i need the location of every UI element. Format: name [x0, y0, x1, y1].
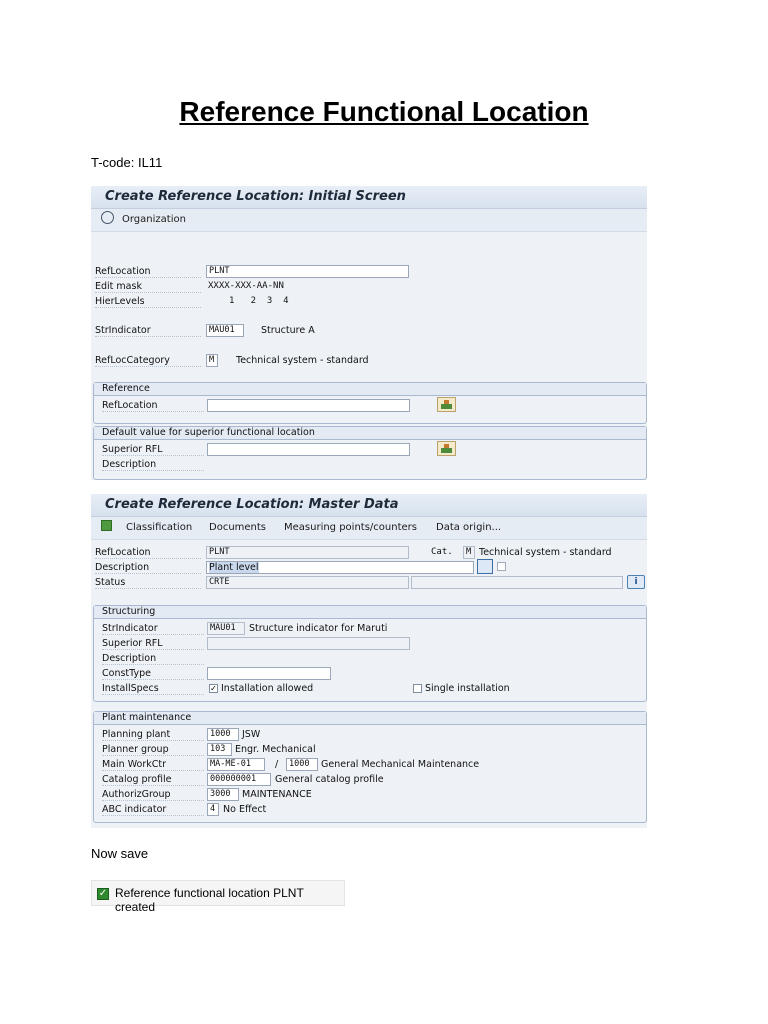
application-toolbar [91, 517, 647, 540]
screen-title: Create Reference Location: Master Data [91, 494, 647, 517]
abc-indicator-input[interactable]: 4 [207, 803, 219, 816]
cat-label: Cat. [431, 547, 453, 557]
matchcode-icon[interactable] [437, 441, 456, 456]
consttype-label: ConstType [102, 668, 204, 680]
installation-allowed-label: Installation allowed [221, 683, 314, 694]
default-value-group-header: Default value for superior functional location [94, 427, 646, 440]
reference-refloc-label: RefLocation [102, 400, 204, 412]
strind-description: Structure A [261, 325, 315, 336]
status-field-2 [411, 576, 623, 589]
master-data-panel [91, 494, 647, 828]
reference-group [93, 382, 647, 424]
planning-plant-description: JSW [242, 729, 261, 740]
planner-group-description: Engr. Mechanical [235, 744, 316, 755]
screen-title: Create Reference Location: Initial Screen [91, 186, 647, 209]
strind-label: StrIndicator [95, 325, 201, 337]
refloc-category-label: RefLocCategory [95, 355, 201, 367]
catalog-profile-label: Catalog profile [102, 774, 204, 786]
main-workctr-plant-input[interactable]: 1000 [286, 758, 318, 771]
refloc-input[interactable]: PLNT [206, 265, 409, 278]
refloc-category-input[interactable]: M [206, 354, 218, 367]
strind-label: StrIndicator [102, 623, 204, 635]
superior-rfl-label: Superior RFL [102, 638, 204, 650]
main-workctr-input[interactable]: MA-ME-01 [207, 758, 265, 771]
authgroup-description: MAINTENANCE [242, 789, 312, 800]
strind-input[interactable]: MAU01 [206, 324, 244, 337]
plant-maintenance-group [93, 711, 647, 823]
long-text-icon[interactable] [477, 559, 493, 574]
initial-screen-panel [91, 186, 647, 480]
hierlevels-label: HierLevels [95, 296, 201, 308]
organization-icon [101, 211, 114, 224]
status-message-text: Reference functional location PLNT created [115, 886, 304, 914]
application-toolbar [91, 209, 647, 232]
tcode-text: T-code: IL11 [91, 155, 163, 170]
classification-label: Classification [126, 522, 193, 533]
catalog-profile-input[interactable]: 000000001 [207, 773, 271, 786]
planner-group-input[interactable]: 103 [207, 743, 232, 756]
installspecs-label: InstallSpecs [102, 683, 204, 695]
status-label: Status [95, 577, 201, 589]
abc-indicator-label: ABC indicator [102, 804, 204, 816]
plant-maintenance-group-header: Plant maintenance [94, 712, 646, 725]
reference-group-header: Reference [94, 383, 646, 396]
editmask-value: XXXX-XXX-AA-NN [208, 281, 284, 291]
description-checkbox[interactable] [497, 562, 506, 571]
single-installation-checkbox[interactable] [413, 684, 422, 693]
main-workctr-separator: / [275, 759, 279, 770]
reference-refloc-input[interactable] [207, 399, 410, 412]
planning-plant-label: Planning plant [102, 729, 204, 741]
refloc-label: RefLocation [95, 547, 201, 559]
authgroup-label: AuthorizGroup [102, 789, 204, 801]
consttype-input[interactable] [207, 667, 331, 680]
superior-rfl-field [207, 637, 410, 650]
structuring-group-header: Structuring [94, 606, 646, 619]
hierlevels-value: 1 2 3 4 [229, 296, 289, 306]
description-label: Description [102, 653, 204, 665]
document-title: Reference Functional Location [179, 96, 589, 127]
cat-field: M [463, 546, 475, 559]
authgroup-input[interactable]: 3000 [207, 788, 239, 801]
superior-rfl-input[interactable] [207, 443, 410, 456]
measuring-points-button[interactable]: Measuring points/counters [284, 522, 417, 533]
catalog-profile-description: General catalog profile [275, 774, 384, 785]
default-value-group [93, 426, 647, 480]
refloc-label: RefLocation [95, 266, 201, 278]
main-workctr-label: Main WorkCtr [102, 759, 204, 771]
superior-rfl-label: Superior RFL [102, 444, 204, 456]
description-input[interactable] [206, 561, 474, 574]
abc-indicator-description: No Effect [223, 804, 267, 815]
organization-label: Organization [122, 214, 186, 225]
success-check-icon: ✓ [98, 888, 108, 899]
status-field: CRTE [206, 576, 409, 589]
documents-button[interactable]: Documents [209, 522, 267, 533]
status-message-bar [91, 880, 345, 914]
structuring-group [93, 605, 647, 702]
refloc-category-description: Technical system - standard [236, 355, 369, 366]
cat-description: Technical system - standard [479, 547, 612, 558]
description-label: Description [102, 459, 204, 471]
main-workctr-description: General Mechanical Maintenance [321, 759, 480, 770]
single-installation-label: Single installation [425, 683, 510, 694]
data-origin-button[interactable]: Data origin... [436, 522, 502, 533]
planner-group-label: Planner group [102, 744, 204, 756]
editmask-label: Edit mask [95, 281, 201, 293]
refloc-field: PLNT [206, 546, 409, 559]
description-label: Description [95, 562, 201, 574]
organization-button[interactable] [101, 209, 186, 231]
now-save-text: Now save [91, 846, 149, 861]
matchcode-icon[interactable] [437, 397, 456, 412]
planning-plant-input[interactable]: 1000 [207, 728, 239, 741]
installation-allowed-checkbox[interactable]: ✓ [210, 684, 217, 693]
description-value: Plant level [209, 562, 259, 573]
info-icon[interactable]: i [627, 575, 645, 589]
strind-field: MAU01 [207, 622, 245, 635]
classification-icon [101, 520, 112, 531]
classification-button[interactable] [101, 517, 192, 539]
strind-description: Structure indicator for Maruti [249, 623, 388, 634]
